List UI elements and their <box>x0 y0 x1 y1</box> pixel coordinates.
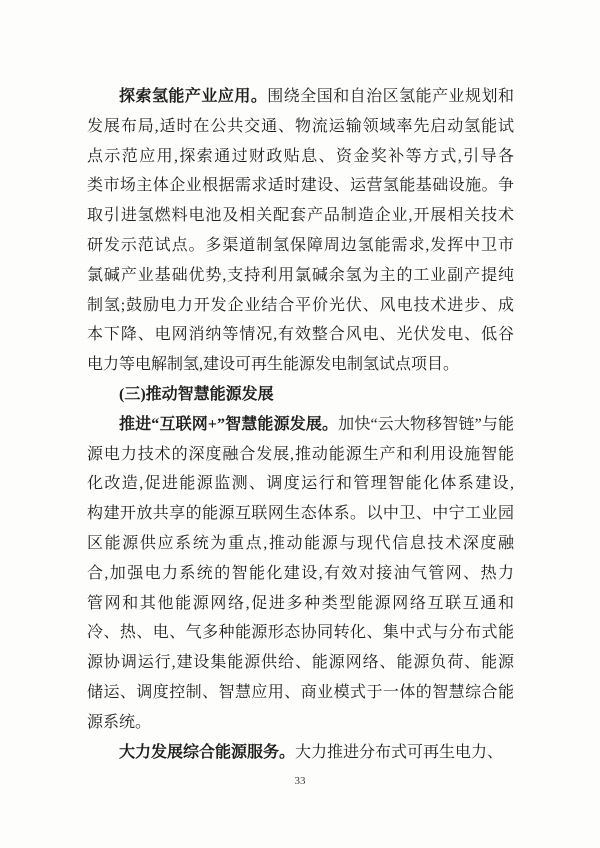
text-line <box>87 648 514 678</box>
text-segment: 冷、热、电、气多种能源形态协同转化、集中式与分布式能 <box>87 624 514 642</box>
text-segment: 加快“云大物移智链”与能 <box>338 415 514 433</box>
section-heading <box>87 380 514 410</box>
text-segment: 大力推进分布式可再生电力、 <box>295 743 504 761</box>
text-segment: 电力等电解制氢,建设可再生能源发电制氢试点项目。 <box>87 356 460 374</box>
text-line <box>87 708 514 738</box>
text-line <box>87 171 514 201</box>
text-segment: 源电力技术的深度融合发展,推动能源生产和利用设施智能 <box>87 445 514 463</box>
text-segment: 大力发展综合能源服务。 <box>119 743 296 761</box>
paragraph-lead-line <box>87 410 514 440</box>
text-line <box>87 112 514 142</box>
text-segment: 氯碱产业基础优势,支持利用氯碱余氢为主的工业副产提纯 <box>87 266 514 284</box>
text-segment: 类市场主体企业根据需求适时建设、运营氢能基础设施。争 <box>87 177 514 195</box>
text-line <box>87 231 514 261</box>
text-segment: 储运、调度控制、智慧应用、商业模式于一体的智慧综合能 <box>87 683 514 701</box>
text-line <box>87 529 514 559</box>
text-line <box>87 320 514 350</box>
text-line <box>87 469 514 499</box>
text-line <box>87 440 514 470</box>
text-segment: 区能源供应系统为重点,推动能源与现代信息技术深度融 <box>87 534 514 552</box>
text-line <box>87 201 514 231</box>
text-line <box>87 589 514 619</box>
paragraph-lead-line <box>87 738 514 768</box>
text-segment: 取引进氢燃料电池及相关配套产品制造企业,开展相关技术 <box>87 207 514 225</box>
text-segment: (三)推动智慧能源发展 <box>119 385 274 403</box>
text-line <box>87 618 514 648</box>
document-body <box>87 82 514 767</box>
text-line <box>87 291 514 321</box>
paragraph-lead-line <box>87 82 514 112</box>
text-segment: 发展布局,适时在公共交通、物流运输领域率先启动氢能试 <box>87 117 514 135</box>
text-line <box>87 261 514 291</box>
text-line <box>87 350 514 380</box>
text-segment: 源系统。 <box>87 713 152 731</box>
text-line <box>87 142 514 172</box>
text-segment: 构建开放共享的能源互联网生态体系。以中卫、中宁工业园 <box>87 505 514 523</box>
text-segment: 合,加强电力系统的智能化建设,有效对接油气管网、热力 <box>87 564 514 582</box>
text-segment: 制氢;鼓励电力开发企业结合平价光伏、风电技术进步、成 <box>87 296 514 314</box>
text-segment: 点示范应用,探索通过财政贴息、资金奖补等方式,引导各 <box>87 147 514 165</box>
text-line <box>87 499 514 529</box>
text-line <box>87 678 514 708</box>
text-segment: 探索氢能产业应用。 <box>119 88 268 105</box>
text-line <box>87 559 514 589</box>
text-segment: 推进“互联网+”智慧能源发展。 <box>119 415 339 433</box>
page-number: 33 <box>294 775 306 787</box>
text-segment: 化改造,促进能源监测、调度运行和管理智能化体系建设, <box>87 475 514 493</box>
text-segment: 源协调运行,建设集能源供给、能源网络、能源负荷、能源 <box>87 654 514 672</box>
text-segment: 围绕全国和自治区氢能产业规划和 <box>267 88 514 105</box>
text-segment: 本下降、电网消纳等情况,有效整合风电、光伏发电、低谷 <box>87 326 514 344</box>
text-segment: 管网和其他能源网络,促进多种类型能源网络互联互通和 <box>87 594 514 612</box>
text-segment: 研发示范试点。多渠道制氢保障周边氢能需求,发挥中卫市 <box>87 236 514 254</box>
